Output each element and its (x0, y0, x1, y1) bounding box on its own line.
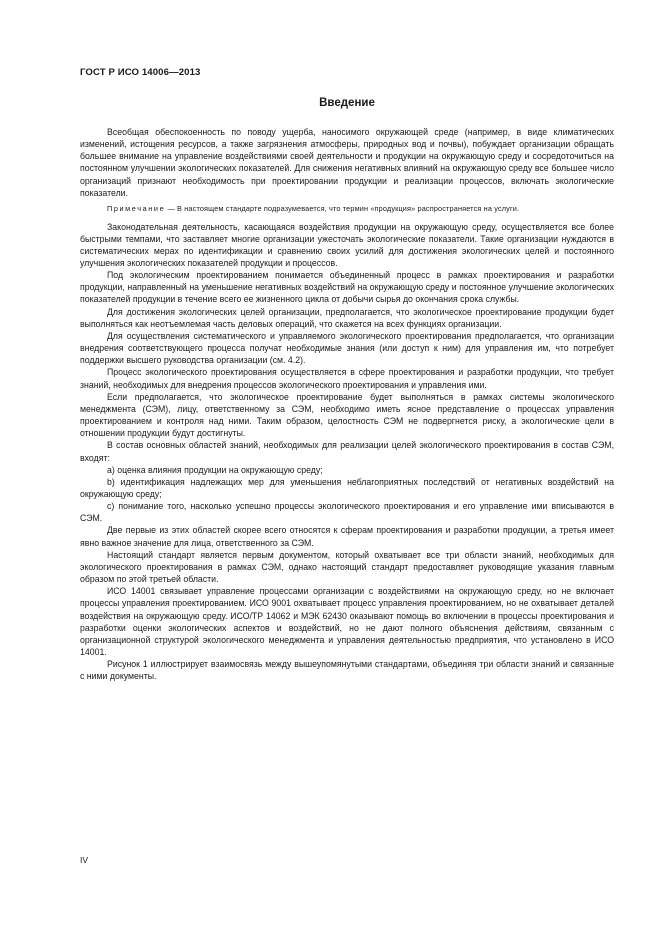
paragraph: Для достижения экологических целей организации, предполагается, что экологическое проектирование продукции будет выполняться как неотъемлемая часть деловых операций, что скажется на всех функциях организации. (80, 306, 614, 329)
paragraph: Две первые из этих областей скорее всего относятся к сферам проектирования и разработки продукции, а третья имеет явно важное значение для лица, ответственного за СЭМ. (80, 525, 614, 548)
page-number: IV (80, 855, 89, 865)
note-text: — В настоящем стандарте подразумевается, что термин «продукция» распространяется на услуги. (167, 203, 520, 213)
note-label: Примечание (107, 203, 166, 213)
paragraph: Под экологическим проектированием понимается объединенный процесс в рамках проектирования и разработки продукции, направленный на уменьшение негативных воздействий на окружающую среду и постоянное улучшение экологических показателей продукции в течение всего ее жизненного цикла от добычи сырья до окончания срока службы. (80, 270, 614, 305)
section-title: Введение (319, 97, 375, 109)
paragraph: В состав основных областей знаний, необходимых для реализации целей экологического проектирования в состав СЭМ, входят: (80, 440, 614, 463)
paragraph: Всеобщая обеспокоенность по поводу ущерба, наносимого окружающей среде (например, в виде климатических изменений, истощения ресурсов, а также загрязнения атмосферы, природных вод и почвы), побуждает организации обращать большее внимание на управление воздействиями своей деятельности и продукции на окружающую среду и сосредоточиться на постоянном улучшении экологических показателей. Для снижения негативных влияний на окружающую среду все большее число организаций признают необходимость при проектировании продукции и реализации процессов, включать экологические показатели. (80, 127, 614, 198)
paragraph: Для осуществления систематического и управляемого экологического проектирования предполагается, что организации внедрения соответствующего процесса получат необходимые знания (или доступ к ним) для управления им, что потребует поддержки высшего руководства организации (см. 4.2). (80, 330, 614, 366)
paragraph: ИСО 14001 связывает управление процессами организации с воздействиями на окружающую среду, но не включает процессы управления проектированием. ИСО 9001 охватывает процесс управления проектированием, но не охватывает деталей воздействия на окружающую среду. ИСО/ТР 14062 и МЭК 62430 оказывают помощь во включении в процессы проектирования и разработки оценки экологических аспектов и воздействий, но не дают полного объяснения действиям, связанным с организационной структурой экологического менеджмента и управления деятельностью предприятия, что установлено в ИСО 14001. (80, 586, 614, 657)
paragraph: Законодательная деятельность, касающаяся воздействия продукции на окружающую среду, осуществляется все более быстрыми темпами, что заставляет многие организации ужесточать экологические показатели. Такие организации нуждаются в систематических мерах по идентификации и сравнению своих усилий для достижения экологических целей и постоянного улучшения экологических показателей продукции и процессов. (80, 221, 614, 268)
list-item-a: a) оценка влияния продукции на окружающую среду; (107, 464, 323, 475)
paragraph: Рисунок 1 иллюстрирует взаимосвязь между вышеупомянутыми стандартами, объединяя три области знаний и связанные с ними документы. (80, 659, 614, 682)
list-item-c: c) понимание того, насколько успешно процессы экологического проектирования и его управление ими вписываются в СЭМ. (80, 501, 614, 524)
note (80, 204, 614, 215)
paragraph: Если предполагается, что экологическое проектирование будет выполняться в рамках системы экологического менеджмента (СЭМ), лицу, ответственному за СЭМ, необходимо иметь ясное представление о процессах управления проектированием и контроля над ними. Таким образом, целостность СЭМ не подвергнется риску, а экологические цели в отношении продукции будут достигнуты. (80, 391, 614, 439)
body-text (80, 126, 614, 682)
list-item-b: b) идентификация надлежащих мер для уменьшения неблагоприятных последствий от негативных воздействий на окружающую среду; (80, 476, 614, 499)
paragraph: Процесс экологического проектирования осуществляется в сфере проектирования и разработки продукции, что требует знаний, необходимых для внедрения процессов экологического проектирования и управления ими. (80, 367, 614, 390)
paragraph: Настоящий стандарт является первым документом, который охватывает все три области знаний, необходимых для экологического проектирования в рамках СЭМ, однако настоящий стандарт предоставляет руководящие указания главным образом по этой третьей области. (80, 549, 614, 585)
document-code: ГОСТ Р ИСО 14006—2013 (80, 67, 201, 78)
